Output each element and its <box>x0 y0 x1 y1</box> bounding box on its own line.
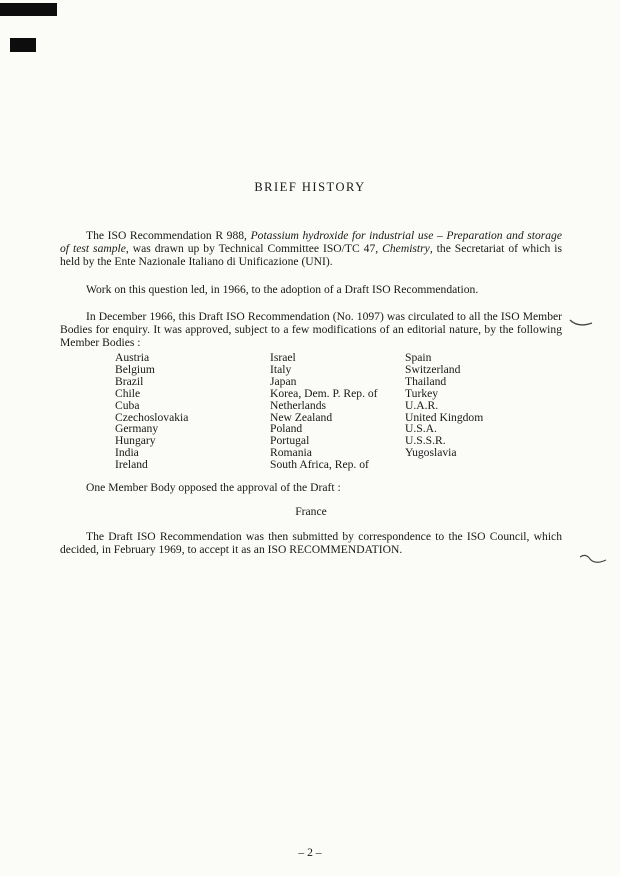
country-item: Cuba <box>115 398 140 412</box>
paragraph-intro <box>60 229 562 269</box>
paragraph-work <box>60 283 562 296</box>
page-number: – 2 – <box>298 846 322 859</box>
country-item: Netherlands <box>270 398 327 412</box>
member-bodies-list <box>115 352 525 471</box>
country-item: U.S.S.R. <box>405 434 446 448</box>
country-item: Turkey <box>405 386 439 400</box>
country-item: Italy <box>270 362 292 376</box>
country-item: Yugoslavia <box>405 446 457 460</box>
country-item: Czechoslovakia <box>115 410 189 424</box>
paragraph-circulation <box>60 310 562 350</box>
p1-segment: , was drawn up by Technical Committee ISO/TC 47, <box>125 242 383 256</box>
member-bodies-column-3 <box>405 352 525 471</box>
country-item: Spain <box>405 351 432 364</box>
country-item: Austria <box>115 351 150 364</box>
final-text: The Draft ISO Recommendation was then submitted by correspondence to the ISO Council, which decided, in February 1969, to accept it as an ISO RECOMMENDATION. <box>60 530 562 557</box>
country-item: South Africa, Rep. of <box>270 458 369 472</box>
country-item: Chile <box>115 386 141 400</box>
member-bodies-column-2 <box>270 352 405 471</box>
pen-mark-right-upper <box>568 316 594 330</box>
country-item: United Kingdom <box>405 410 484 424</box>
country-item: U.S.A. <box>405 422 437 436</box>
country-item: Romania <box>270 446 312 460</box>
country-item: Israel <box>270 351 296 364</box>
country-item: New Zealand <box>270 410 333 424</box>
country-item: Thailand <box>405 374 447 388</box>
country-item: Switzerland <box>405 362 461 376</box>
country-item: Poland <box>270 422 303 436</box>
p2-text: Work on this question led, in 1966, to the adoption of a Draft ISO Recommendation. <box>86 283 479 296</box>
pen-mark-right-lower <box>578 551 608 567</box>
member-bodies-column-1 <box>115 352 270 471</box>
country-item: Brazil <box>115 374 144 388</box>
p1-italic-chemistry: Chemistry <box>382 242 430 256</box>
p3-text: In December 1966, this Draft ISO Recommendation (No. 1097) was circulated to all the ISO Member Bodies for enquiry. It was approved, subject to a few modifications of an editorial nature, by the following Member Bodies : <box>60 310 562 350</box>
scan-artifact-left <box>10 38 36 52</box>
p1-segment: , the Secretariat of which is held by the Ente Nazionale Italiano di Unificazione (UNI). <box>60 242 563 269</box>
country-item: Hungary <box>115 434 156 448</box>
scan-artifact-top <box>0 3 57 16</box>
country-item: Korea, Dem. P. Rep. of <box>270 386 378 400</box>
p1-segment: The ISO Recommendation R 988, <box>86 229 251 242</box>
country-item: Belgium <box>115 362 155 376</box>
paragraph-final <box>60 530 562 556</box>
country-item: Germany <box>115 422 159 436</box>
paragraph-opposed <box>60 481 562 494</box>
country-item: U.A.R. <box>405 398 439 412</box>
p1-italic-title: Potassium hydroxide for industrial use – Preparation and storage of test sample <box>60 229 563 256</box>
country-item: Portugal <box>270 434 310 448</box>
country-item: Ireland <box>115 458 148 472</box>
country-item: Japan <box>270 374 297 388</box>
opposed-text: One Member Body opposed the approval of the Draft : <box>86 481 341 494</box>
page-title: BRIEF HISTORY <box>254 180 366 194</box>
country-item: India <box>115 446 139 460</box>
opposed-country: France <box>295 505 327 518</box>
